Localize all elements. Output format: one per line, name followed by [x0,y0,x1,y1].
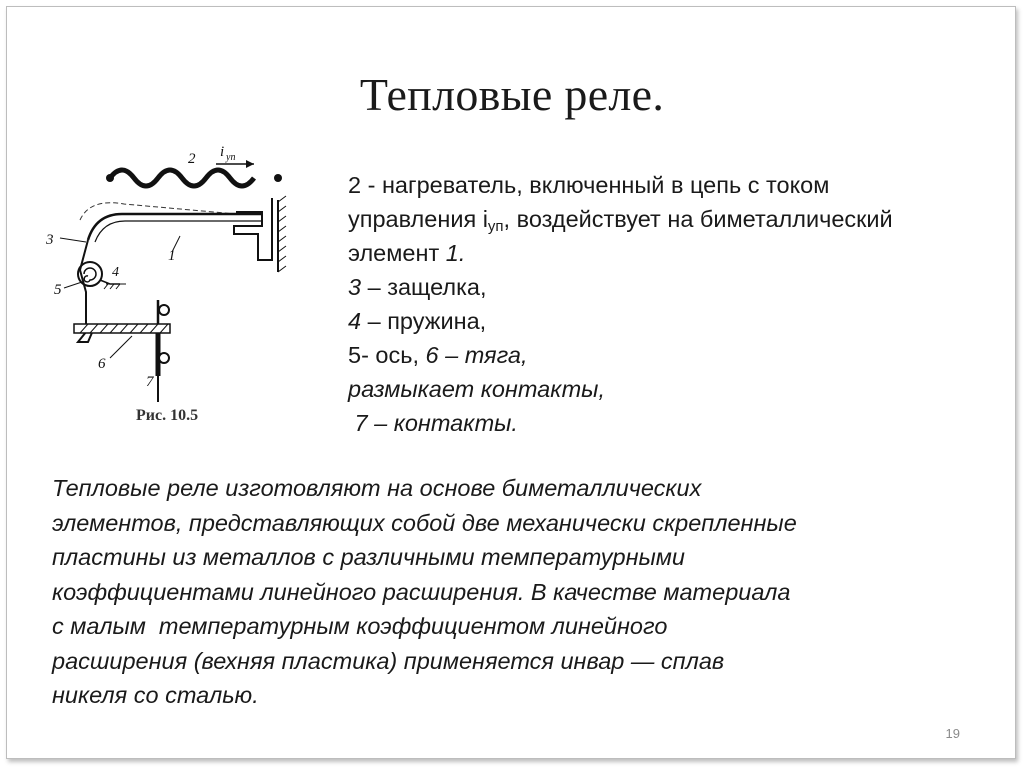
spring-coil [84,268,96,282]
figure-caption: Рис. 10.5 [136,407,199,424]
legend-item-4-text: – пружина, [361,308,487,334]
body-line-2: элементов, представляющих собой две механически скрепленные [52,509,797,536]
legend-element-number: 1. [445,240,466,266]
pull-rod [74,324,170,333]
legend-line-2-post: , воздействует на биметаллический [503,206,893,232]
legend-line-1: 2 - нагреватель, включенный в цепь с током [348,172,830,198]
thermal-relay-diagram [40,140,310,440]
diagram-svg [40,140,310,440]
legend-item-5-6 [348,338,1018,372]
wall-hatch [278,196,286,272]
label-7: 7 [146,374,154,390]
body-line-5: с малым температурным коэффициентом линейного [52,613,668,639]
body-line-4: коэффициентами линейного расширения. В качестве материала [52,578,791,605]
legend-line-2-pre: управления i [348,206,488,232]
body-line-3: пластины из металлов с различными температурными [52,544,685,570]
diagram-legend [348,168,1018,440]
legend-item-5: 5- ось, [348,342,426,368]
legend-item-3-num: 3 [348,274,362,300]
body-paragraph [52,471,982,713]
current-subscript-text: уп [487,218,504,235]
legend-line-2 [348,202,1018,236]
legend-item-3 [348,270,1018,304]
label-6: 6 [98,356,106,372]
legend-item-6-continued: размыкает контакты, [348,376,605,402]
legend-item-7: 7 – контакты. [348,410,518,436]
body-line-1: Тепловые реле изготовляют на основе биметаллических [52,475,702,501]
current-subscript: уп [226,152,236,163]
page-number: 19 [945,726,960,741]
legend-line-3-pre: элемент [348,240,446,266]
heater-end-left [106,174,114,182]
label-4: 4 [112,265,119,280]
label-5: 5 [54,282,62,298]
legend-item-3-text: – защелка, [361,274,487,300]
axis-leader [64,282,82,288]
legend-item-6: 6 – тяга, [425,342,528,368]
label-2: 2 [188,151,196,167]
body-line-7: никеля со сталью. [52,682,259,708]
heater-end-right [274,174,282,182]
pull-rod-leader [110,336,132,358]
heater-coil [110,170,254,186]
spring-tail [100,280,120,284]
contact-lower [159,353,169,363]
mount-bracket [234,198,272,260]
contact-upper [159,305,169,315]
current-arrowhead [246,160,254,168]
legend-line-3 [348,236,1018,270]
label-1: 1 [168,248,176,264]
legend-item-4 [348,304,1018,338]
label-3: 3 [46,232,54,248]
legend-item-4-num: 4 [348,308,362,334]
latch-leader [60,238,86,242]
current-label: i [220,144,225,160]
slide-title: Тепловые реле. [359,69,665,120]
body-line-6: расширения (вехняя пластика) применяется инвар — сплав [52,647,725,674]
